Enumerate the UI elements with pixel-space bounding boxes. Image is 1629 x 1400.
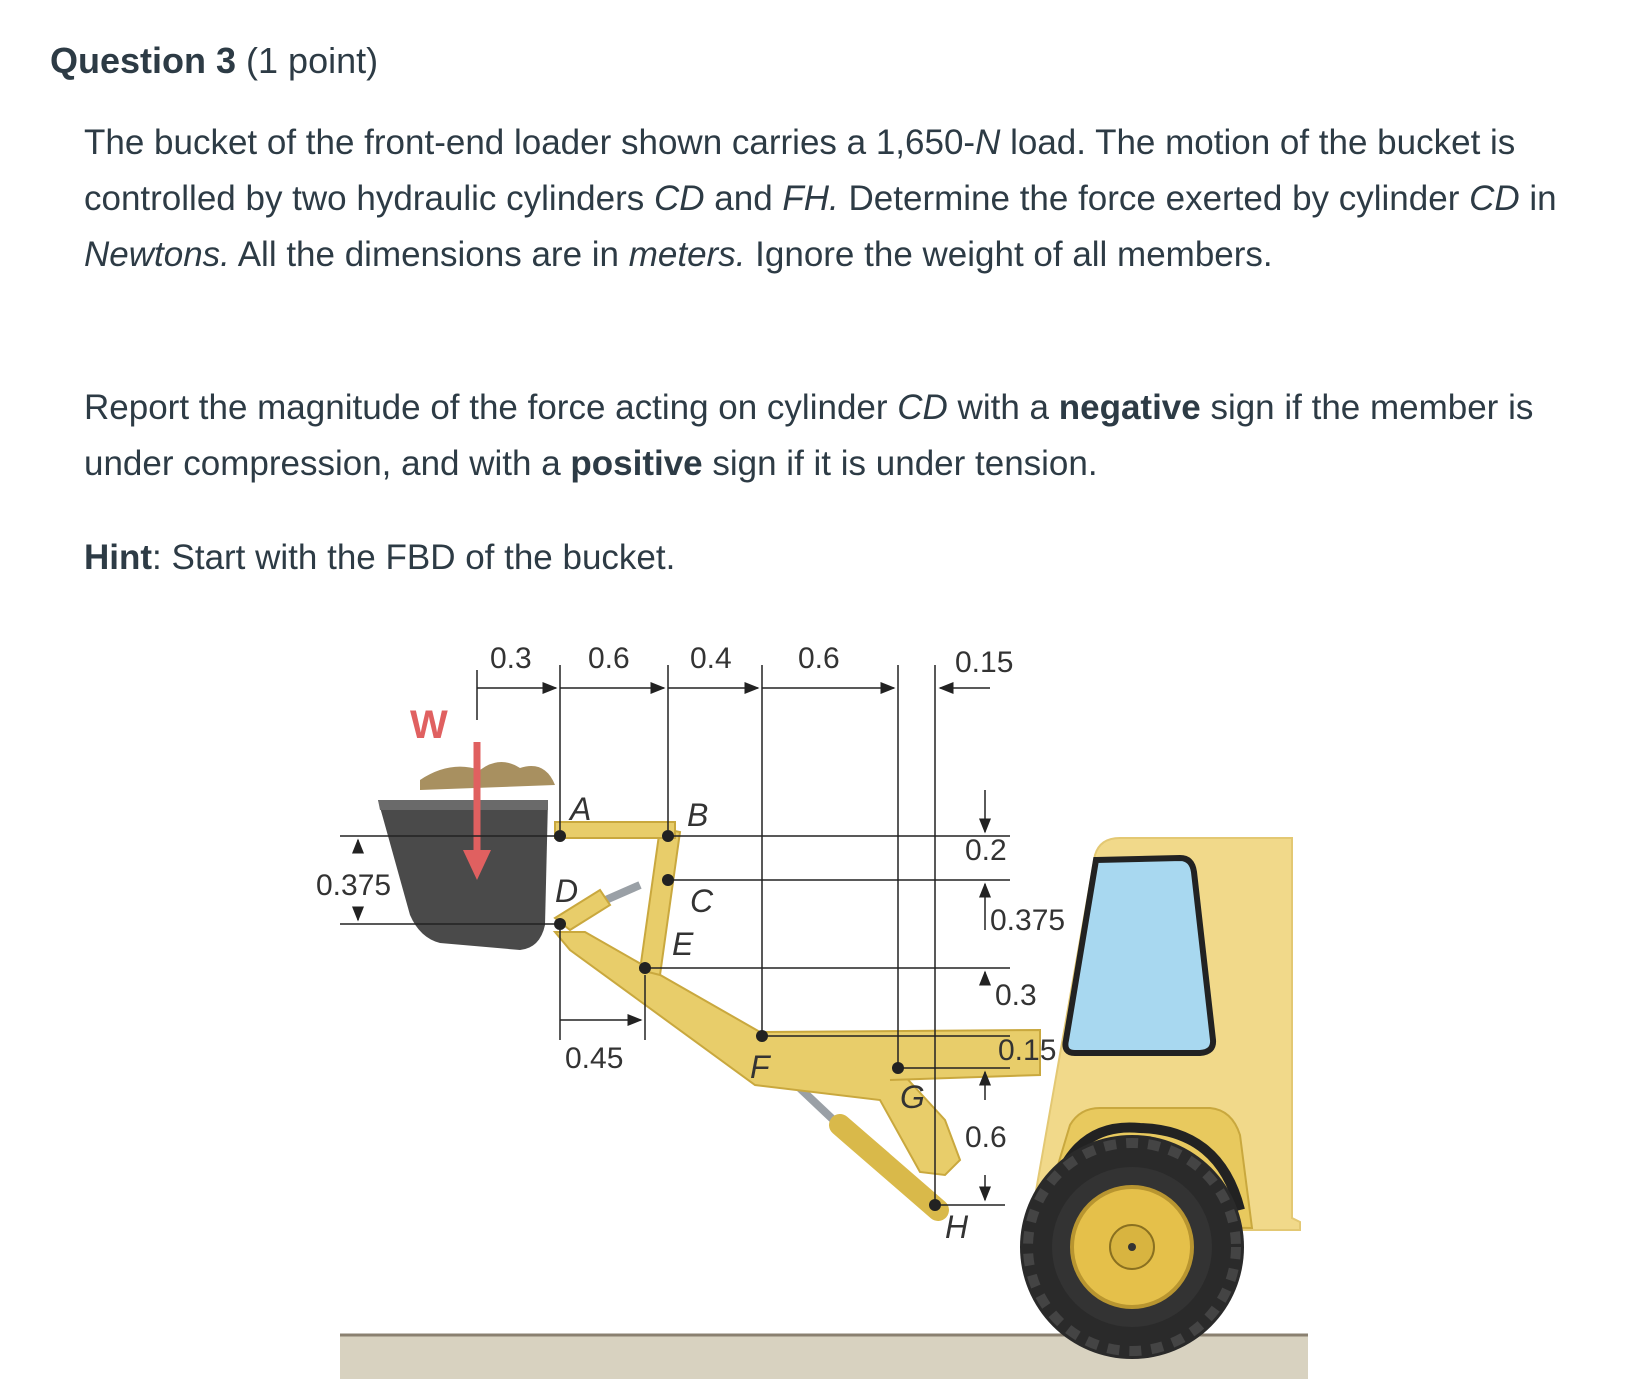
dim-top-1: 0.3 bbox=[490, 642, 532, 675]
dim-top-5: 0.15 bbox=[955, 646, 1014, 679]
dim-left: 0.375 bbox=[316, 869, 392, 902]
dim-right-1: 0.2 bbox=[965, 834, 1007, 867]
dim-right-5: 0.6 bbox=[965, 1121, 1007, 1154]
question-points: (1 point) bbox=[246, 40, 379, 81]
point-label-d: D bbox=[555, 873, 579, 909]
cab-window bbox=[1065, 858, 1213, 1053]
dim-right-2: 0.375 bbox=[990, 904, 1066, 937]
loader-figure bbox=[0, 600, 1629, 1400]
point-label-c: C bbox=[690, 883, 714, 919]
point-label-b: B bbox=[687, 797, 709, 833]
dim-top-3: 0.4 bbox=[690, 642, 732, 675]
point-label-g: G bbox=[900, 1079, 925, 1115]
problem-statement: The bucket of the front-end loader shown carries a 1,650-N load. The motion of the bucket is controlled by two hydraulic cylinders CD and FH. Determine the force exerted by cylinder CD in Newtons. All the dimensions are in meters. Ignore the weight of all members. bbox=[84, 123, 1557, 274]
hint-label: Hint bbox=[84, 538, 153, 577]
point-label-a: A bbox=[570, 791, 592, 827]
point-label-f: F bbox=[750, 1049, 770, 1085]
hint bbox=[84, 530, 1584, 586]
question-header bbox=[50, 40, 378, 82]
load-label: W bbox=[410, 703, 448, 747]
dim-bottom: 0.45 bbox=[565, 1042, 624, 1075]
hint-text: : Start with the FBD of the bucket. bbox=[152, 538, 676, 577]
dim-right-3: 0.3 bbox=[995, 979, 1037, 1012]
dim-right-4: 0.15 bbox=[998, 1034, 1057, 1067]
sign-instructions: Report the magnitude of the force acting on cylinder CD with a negative sign if the member is under compression, and with a positive sign if it is under tension. bbox=[84, 388, 1534, 483]
dim-top-2: 0.6 bbox=[588, 642, 630, 675]
dim-top-4: 0.6 bbox=[798, 642, 840, 675]
question-title: Question 3 bbox=[50, 40, 237, 81]
point-label-h: H bbox=[945, 1209, 969, 1245]
point-label-e: E bbox=[672, 926, 694, 962]
wheel bbox=[1020, 1135, 1244, 1359]
